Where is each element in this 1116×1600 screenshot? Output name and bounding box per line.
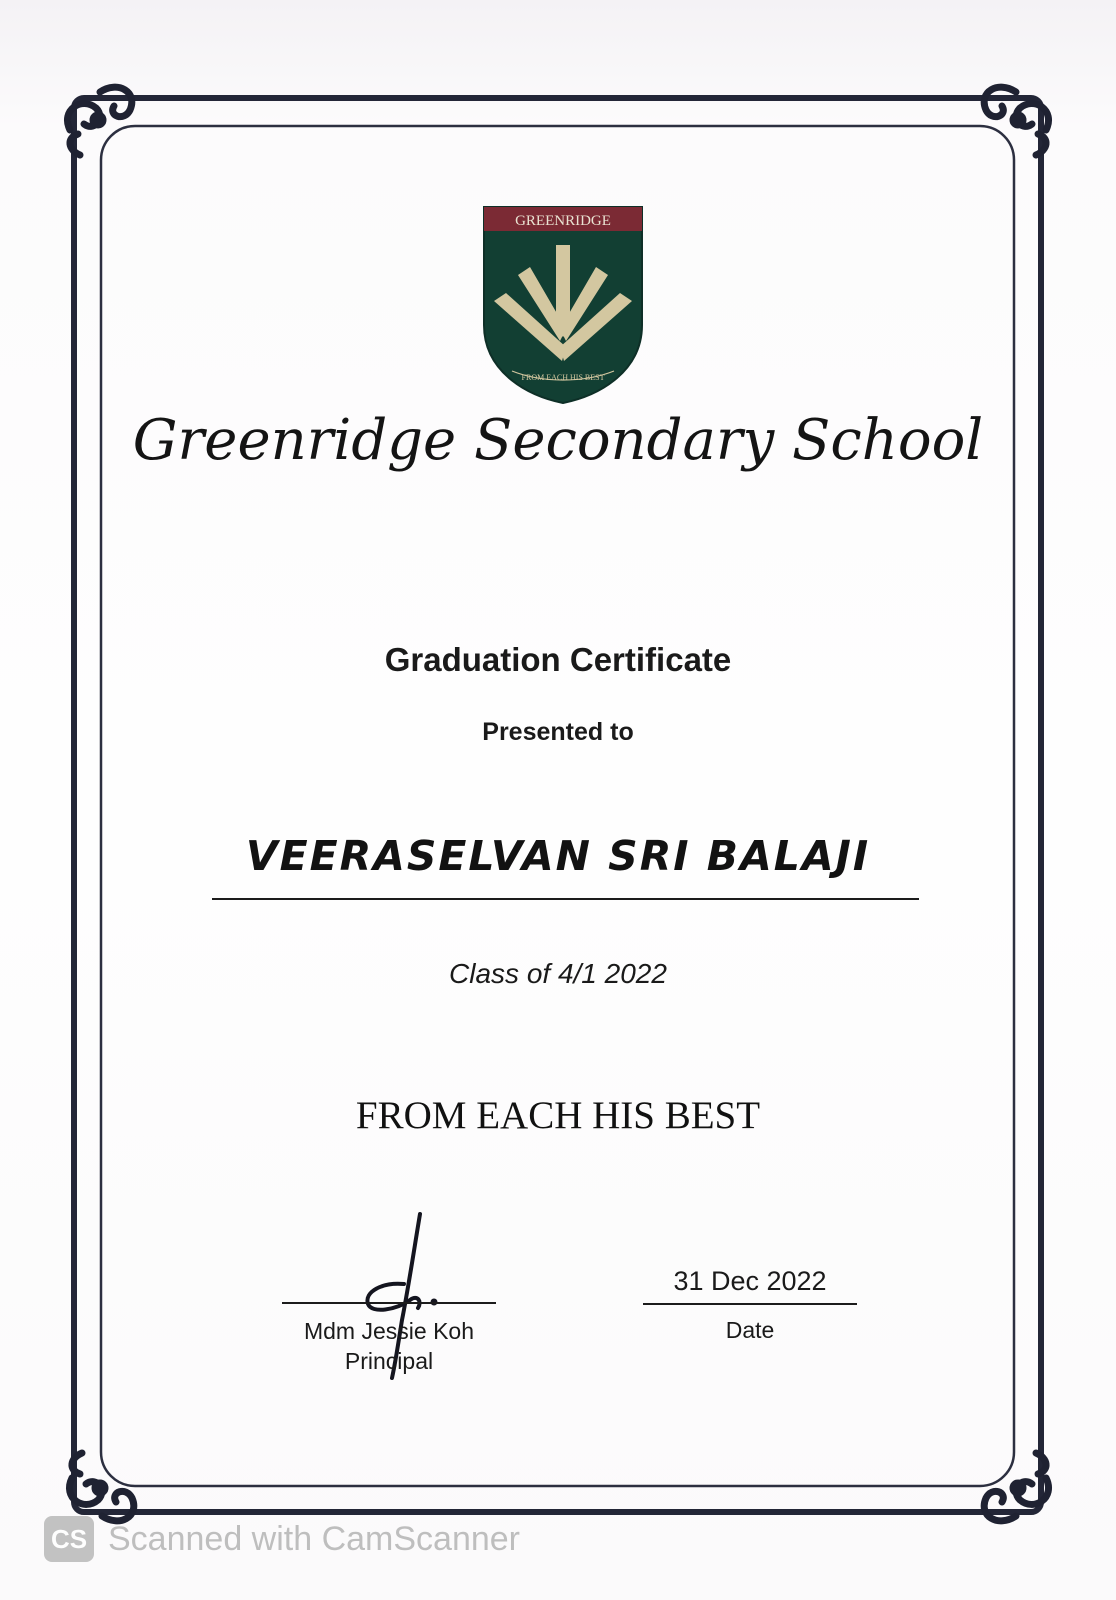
camscanner-watermark bbox=[44, 1514, 520, 1564]
presented-to-label: Presented to bbox=[482, 718, 634, 746]
crest-scroll-text: FROM EACH HIS BEST bbox=[521, 373, 605, 382]
class-of-text: Class of 4/1 2022 bbox=[449, 958, 667, 989]
camscanner-logo-icon: CS bbox=[44, 1516, 94, 1562]
crest-banner-text: GREENRIDGE bbox=[515, 213, 611, 229]
date-block bbox=[643, 1266, 857, 1346]
recipient-underline bbox=[212, 898, 919, 900]
school-crest-icon bbox=[482, 205, 644, 405]
principal-title: Principal bbox=[344, 1348, 434, 1374]
signature-line bbox=[282, 1302, 496, 1304]
signature-block bbox=[282, 1200, 496, 1380]
school-name: Greenridge Secondary School bbox=[132, 408, 984, 473]
recipient-name: VEERASELVAN SRI BALAJI bbox=[245, 832, 871, 880]
date-line bbox=[643, 1303, 857, 1305]
school-motto: FROM EACH HIS BEST bbox=[355, 1094, 761, 1137]
date-label: Date bbox=[725, 1317, 775, 1343]
watermark-text: Scanned with CamScanner bbox=[108, 1519, 521, 1558]
date-value: 31 Dec 2022 bbox=[673, 1266, 827, 1296]
certificate-title: Graduation Certificate bbox=[384, 641, 732, 678]
principal-name: Mdm Jessie Koh bbox=[303, 1318, 474, 1344]
